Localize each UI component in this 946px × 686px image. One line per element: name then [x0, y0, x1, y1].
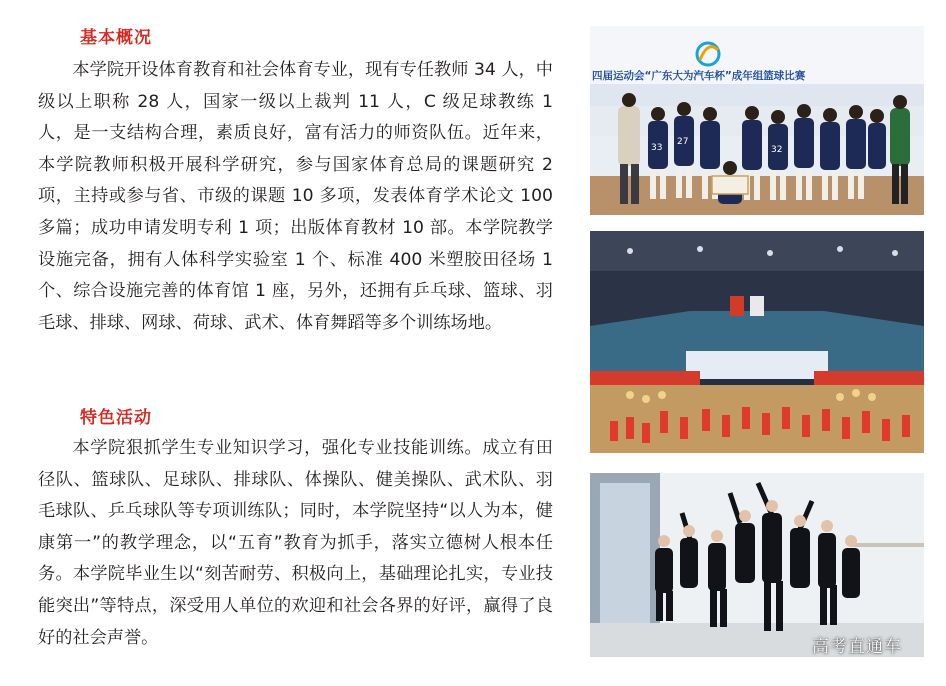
photo-dance-team — [590, 473, 924, 657]
basic-overview-paragraph: 本学院开设体育教育和社会体育专业，现有专任教师 34 人，中级以上职称 28 人，国家一级以上裁判 11 人，C 级足球教练 1 人，是一支结构合理，素质良好，富有活力的师资队伍。近年来，本学院教师积极开展科学研究，参与国家体育总局的课题研究 2 项，主持或参与省、市级的课题 10 多项，发表体育学术论文 100 多篇；成功申请发明专利 1 项；出版体育教材 10 部。本学院教学设施完备，拥有人体科学实验室 1 个、标准 400 米塑胶田径场 1 个、综合设施完善的体育馆 1 座，另外，还拥有乒乓球、篮球、羽毛球、排球、网球、荷球、武术、体育舞蹈等多个训练场地。 — [38, 60, 553, 333]
gymnasium-illustration — [590, 231, 924, 453]
photo-basketball-team — [590, 26, 924, 215]
dance-team-illustration — [590, 473, 924, 657]
watermark: 高考直通车 — [812, 637, 902, 657]
flag-icon — [730, 296, 744, 316]
basketball-team-illustration — [590, 26, 924, 215]
ballet-barre — [850, 543, 924, 547]
jersey-number: 32 — [771, 145, 783, 155]
banner-text: 四届运动会“广东大为汽车杯”成年组篮球比赛 — [592, 70, 806, 82]
photo-gymnasium-performance — [590, 231, 924, 453]
jersey-number: 27 — [677, 137, 689, 147]
section-heading-featured-activities: 特色活动 — [80, 408, 152, 428]
certificate — [712, 176, 748, 194]
section-heading-basic-overview: 基本概况 — [80, 28, 152, 48]
jersey-number: 33 — [651, 143, 663, 153]
featured-activities-paragraph: 本学院狠抓学生专业知识学习，强化专业技能训练。成立有田径队、篮球队、足球队、排球队、体操队、健美操队、武术队、羽毛球队、乒乓球队等专项训练队；同时，本学院坚持“以人为本，健康第一”的教学理念，以“五育”教育为抓手，落实立德树人根本任务。本学院毕业生以“刻苦耐劳、积极向上，基础理论扎实，专业技能突出”等特点，深受用人单位的欢迎和社会各界的好评，赢得了良好的社会声誉。 — [38, 438, 553, 648]
